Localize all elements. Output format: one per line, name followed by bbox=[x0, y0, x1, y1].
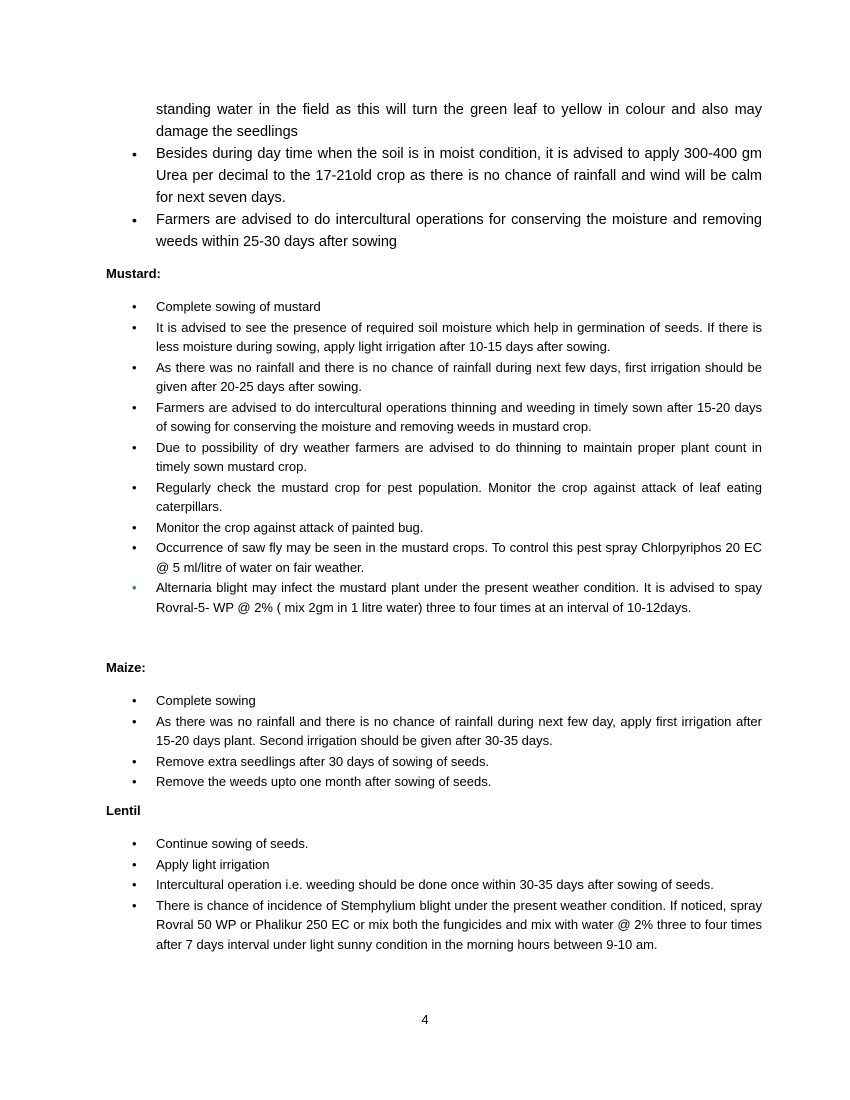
list-item: • Besides during day time when the soil is in moist condition, it is advised to apply 300-400 gm Urea per decimal to the 17-21old crop as there is no chance of rainfall and wind will be calm for next seven days. bbox=[106, 143, 762, 209]
bullet-icon: • bbox=[132, 212, 137, 228]
list-item: • Farmers are advised to do intercultural operations thinning and weeding in timely sown after 15-20 days of sowing for conserving the moisture and removing weeds in mustard crop. bbox=[132, 399, 762, 434]
list-item: • There is chance of incidence of Stemphylium blight under the present weather condition. If noticed, spray Rovral 50 WP or Phalikur 250 EC or mix both the fungicides and mix with water @ 2% three to four times after 7 days interval under light sunny condition in the morning hours between 9-10 am. bbox=[132, 897, 762, 952]
list-item: • Occurrence of saw fly may be seen in the mustard crops. To control this pest spray Chlorpyriphos 20 EC @ 5 ml/litre of water on fair weather. bbox=[132, 540, 762, 575]
mustard-section bbox=[106, 266, 762, 618]
list-item: standing water in the field as this will turn the green leaf to yellow in colour and also may damage the seedlings bbox=[156, 102, 762, 140]
bullet-icon: • bbox=[132, 299, 137, 314]
bullet-icon: • bbox=[132, 774, 137, 789]
list-item: • Intercultural operation i.e. weeding should be done once within 30-35 days after sowing of seeds. bbox=[106, 875, 762, 895]
bullet-icon: • bbox=[132, 877, 137, 892]
list-item: • Regularly check the mustard crop for pest population. Monitor the crop against attack of leaf eating caterpillars. bbox=[132, 479, 762, 514]
list-item: • It is advised to see the presence of required soil moisture which help in germination of seeds. If there is less moisture during sowing, apply light irrigation after 10-15 days after sowing. bbox=[132, 319, 762, 354]
section-heading: Mustard: bbox=[106, 266, 161, 281]
lentil-list bbox=[106, 834, 762, 954]
section-heading: Lentil bbox=[106, 803, 141, 818]
bullet-icon: • bbox=[132, 519, 137, 535]
list-item: • Apply light irrigation bbox=[106, 855, 762, 875]
list-item: • Monitor the crop against attack of painted bug. bbox=[106, 518, 762, 538]
bullet-icon: • bbox=[132, 319, 137, 335]
list-item: • Remove the weeds upto one month after sowing of seeds. bbox=[106, 772, 762, 792]
bullet-icon: • bbox=[132, 713, 137, 729]
bullet-icon: • bbox=[132, 836, 137, 851]
bullet-icon: • bbox=[132, 439, 137, 455]
bullet-icon: • bbox=[132, 540, 137, 555]
section-heading: Maize: bbox=[106, 660, 146, 675]
bullet-icon: • bbox=[132, 897, 137, 913]
list-item: • As there was no rainfall and there is no chance of rainfall during next few days, first irrigation should be given after 20-25 days after sowing. bbox=[132, 359, 762, 394]
bullet-icon: • bbox=[132, 580, 137, 595]
maize-list bbox=[106, 691, 762, 792]
list-item: • As there was no rainfall and there is no chance of rainfall during next few day, apply first irrigation after 15-20 days plant. Second irrigation should be given after 30-35 days. bbox=[132, 713, 762, 748]
list-item: • Farmers are advised to do intercultural operations for conserving the moisture and removing weeds within 25-30 days after sowing bbox=[106, 209, 762, 253]
maize-section bbox=[106, 660, 762, 793]
bullet-icon: • bbox=[132, 359, 137, 375]
bullet-icon: • bbox=[132, 693, 137, 708]
bullet-icon: • bbox=[132, 479, 137, 495]
mustard-list bbox=[106, 297, 762, 617]
list-item: • Remove extra seedlings after 30 days of sowing of seeds. bbox=[106, 752, 762, 772]
list-item: • Complete sowing of mustard bbox=[106, 297, 762, 317]
intro-section bbox=[106, 99, 762, 253]
bullet-icon: • bbox=[132, 753, 137, 769]
bullet-icon: • bbox=[132, 399, 137, 415]
list-item: • Due to possibility of dry weather farmers are advised to do thinning to maintain proper plant count in timely sown mustard crop. bbox=[132, 439, 762, 474]
intro-list bbox=[106, 99, 762, 253]
page-number: 4 bbox=[421, 1012, 429, 1027]
list-item: • Continue sowing of seeds. bbox=[106, 834, 762, 854]
list-item: • Complete sowing bbox=[106, 691, 762, 711]
list-item: • Alternaria blight may infect the mustard plant under the present weather condition. It is advised to spay Rovral-5- WP @ 2% ( mix 2gm in 1 litre water) three to four times at an interval of 10-12days. bbox=[132, 580, 762, 615]
bullet-icon: • bbox=[132, 146, 137, 162]
lentil-section bbox=[106, 803, 762, 955]
bullet-icon: • bbox=[132, 856, 137, 872]
